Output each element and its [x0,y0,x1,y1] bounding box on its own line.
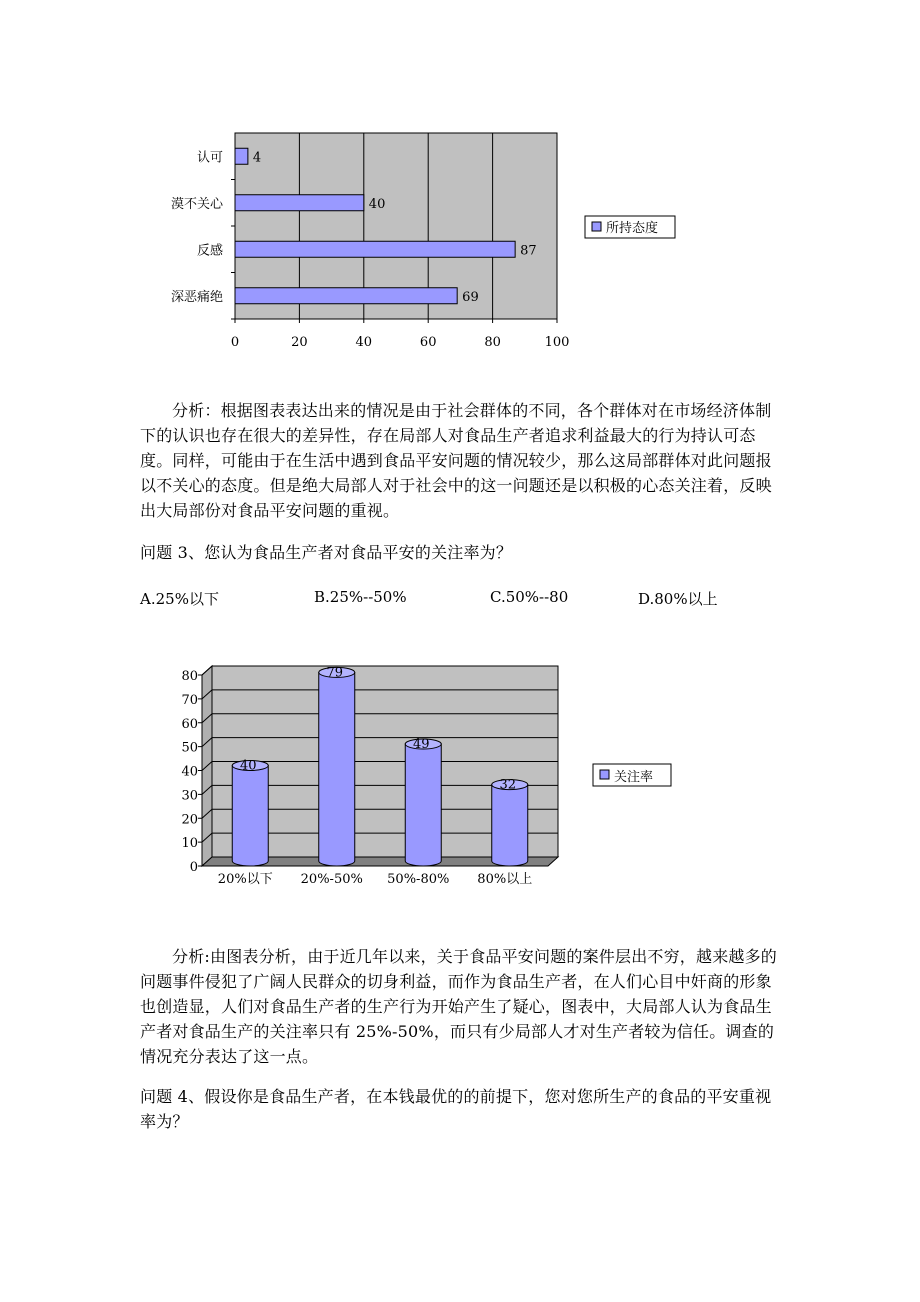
chart1-data-label: 69 [462,289,479,305]
option-b: B.25%--50% [314,588,407,606]
chart1-x-tick-label: 20 [291,335,308,350]
chart2-cylinder-body [405,744,441,866]
chart2-x-category-label: 50%-80% [387,872,450,887]
chart1-data-label: 87 [520,243,537,259]
chart2-x-category-label: 20%以下 [217,872,273,887]
chart1-category-label: 深恶痛绝 [170,289,223,305]
question-4: 问题 4、假设你是食品生产者，在本钱最优的的前提下，您对您所生产的食品的平安重视率为？ [140,1087,772,1131]
chart2-y-tick-label: 0 [189,860,198,875]
chart1-x-tick-label: 60 [419,335,437,350]
chart2-data-label: 40 [239,758,257,774]
chart2-legend-swatch [600,770,609,779]
chart1-x-tick-label: 40 [355,335,373,350]
option-a: A.25%以下 [140,590,219,608]
chart2-y-tick-label: 20 [181,812,198,828]
chart1-x-tick-label: 100 [544,335,570,350]
analysis-paragraph-1: 分析：根据图表表达出来的情况是由于社会群体的不同，各个群体对在市场经济体制下的认识也存在很大的差异性，存在局部人对食品生产者追求利益最大的行为持认可态度。同样，可能由于在生活中遇到食品平安问题的情况较少，那么这局部群体对此问题报以不关心的态度。但是绝大局部人对于社会中的这一问题还是以积极的心态关注着，反映出大局部份对食品平安问题的重视。 [140,401,772,520]
option-d: D.80%以上 [638,590,718,608]
chart2-cylinder-body [492,785,528,866]
chart2-cylinder-body [319,672,355,866]
chart1-data-label: 40 [368,196,386,212]
chart2-y-tick-label: 70 [181,692,198,708]
chart2-x-category-label: 80%以上 [477,872,533,887]
chart1-data-label: 4 [252,150,262,166]
chart2-cylinder-body [232,766,268,867]
chart2-legend [593,764,671,786]
chart2-x-category-label: 20%-50% [300,872,363,887]
chart2-y-tick-label: 40 [181,764,198,780]
chart2-data-label: 79 [326,665,344,681]
chart1-category-label: 反感 [196,243,223,259]
chart2-y-tick-label: 30 [181,788,198,804]
chart2-y-tick-label: 80 [181,669,198,684]
chart2-y-tick-label: 50 [181,740,198,756]
chart2-y-tick-label: 10 [181,836,198,852]
chart1-category-label: 漠不关心 [170,196,223,212]
chart2-y-tick-label: 60 [181,716,198,732]
option-c: C.50%--80 [490,588,569,606]
chart1-x-tick-label: 0 [230,335,240,350]
chart1-x-tick-label: 80 [484,335,501,350]
chart2-data-label: 49 [412,737,430,753]
analysis-paragraph-2: 分析:由图表分析，由于近几年以来，关于食品平安问题的案件层出不穷，越来越多的问题事件侵犯了广阔人民群众的切身利益，而作为食品生产者，在人们心目中奸商的形象也创造显，人们对食品生产者的生产行为开始产生了疑心，图表中，大局部人认为食品生产者对食品生产的关注率只有 25%-50%，而只有少局部人才对生产者较为信任。调查的情况充分表达了这一点。 [140,947,777,1066]
chart2-data-label: 32 [499,777,517,793]
chart1-category-label: 认可 [196,150,223,166]
chart2-legend-label: 关注率 [614,770,654,785]
question-3: 问题 3、您认为食品生产者对食品平安的关注率为？ [140,543,513,562]
chart1-legend-label: 所持态度 [606,221,659,236]
